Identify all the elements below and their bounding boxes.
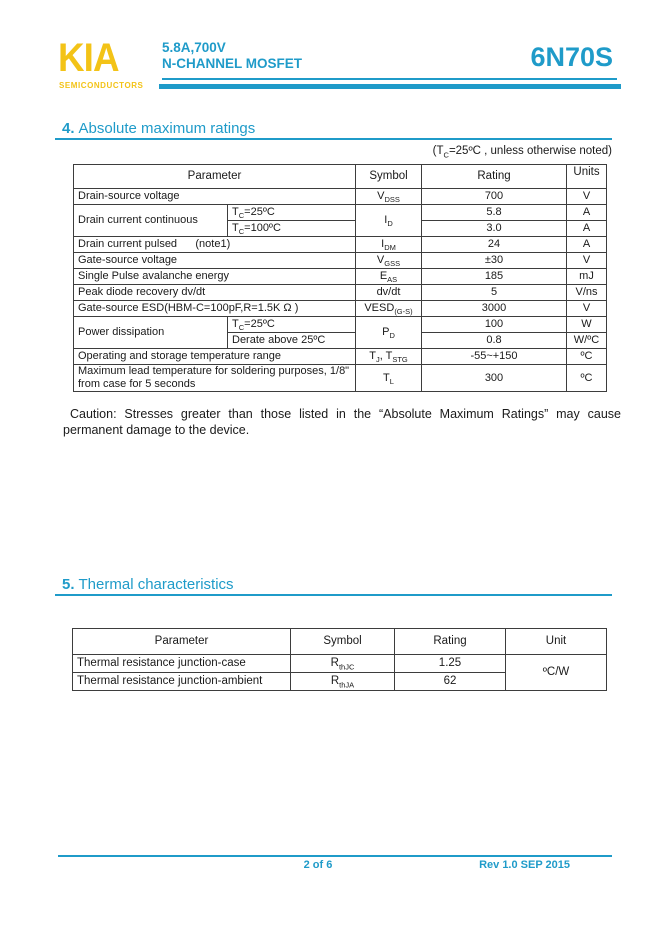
table-row bbox=[74, 317, 607, 333]
table-cell: W bbox=[567, 317, 607, 333]
table-header-cell: Symbol bbox=[291, 629, 395, 655]
section-4-rule bbox=[55, 138, 612, 140]
table-cell: $P_D$ bbox=[356, 317, 422, 349]
table-cell: 3.0 bbox=[422, 221, 567, 237]
table-cell: 100 bbox=[422, 317, 567, 333]
table-cell: $V_{DSS}$ bbox=[356, 189, 422, 205]
table-row bbox=[74, 253, 607, 269]
table-cell: $T_C=100ºC$ bbox=[228, 221, 356, 237]
table-cell: Gate-source ESD(HBM-C=100pF,R=1.5K Ω ) bbox=[74, 301, 356, 317]
table-cell: 62 bbox=[395, 673, 506, 691]
table-cell: A bbox=[567, 205, 607, 221]
table-header-cell: Symbol bbox=[356, 165, 422, 189]
table-cell: V bbox=[567, 253, 607, 269]
table-cell: 0.8 bbox=[422, 333, 567, 349]
table-cell: 5.8 bbox=[422, 205, 567, 221]
header-rule-thick bbox=[159, 84, 621, 89]
footer-rule bbox=[58, 855, 612, 857]
logo-subtitle: SEMICONDUCTORS bbox=[59, 81, 144, 90]
table-cell: Single Pulse avalanche energy bbox=[74, 269, 356, 285]
table-cell: $V_{GSS}$ bbox=[356, 253, 422, 269]
section-5-rule bbox=[55, 594, 612, 596]
table-row bbox=[74, 189, 607, 205]
table-cell: -55~+150 bbox=[422, 349, 567, 365]
table-header-row bbox=[74, 165, 607, 189]
table-cell: Gate-source voltage bbox=[74, 253, 356, 269]
table-cell: Thermal resistance junction-ambient bbox=[73, 673, 291, 691]
table-cell: V/ns bbox=[567, 285, 607, 301]
section-4-title: Absolute maximum ratings bbox=[78, 120, 256, 137]
table-cell: $T_C=25ºC$ bbox=[228, 317, 356, 333]
table-cell: W/ºC bbox=[567, 333, 607, 349]
table-cell: A bbox=[567, 221, 607, 237]
table-cell: $T_C=25ºC$ bbox=[228, 205, 356, 221]
thermal-characteristics-table bbox=[72, 628, 607, 691]
table-cell: ±30 bbox=[422, 253, 567, 269]
table-header-cell: Rating bbox=[395, 629, 506, 655]
table-cell: V bbox=[567, 189, 607, 205]
table-cell: 24 bbox=[422, 237, 567, 253]
header-rule-thin bbox=[162, 78, 617, 80]
table-cell: ºC bbox=[567, 349, 607, 365]
table-cell: Thermal resistance junction-case bbox=[73, 655, 291, 673]
table-cell: $I_D$ bbox=[356, 205, 422, 237]
table-row bbox=[74, 349, 607, 365]
section-4-number: 4. bbox=[62, 120, 75, 137]
table-cell: Maximum lead temperature for soldering purposes, 1/8" from case for 5 seconds bbox=[74, 365, 356, 392]
caution-text: Caution: Stresses greater than those listed in the “Absolute Maximum Ratings” may cause permanent damage to the device. bbox=[63, 407, 621, 437]
section-5-number: 5. bbox=[62, 576, 75, 593]
table-row bbox=[74, 285, 607, 301]
page-number: 2 of 6 bbox=[303, 859, 333, 871]
part-number: 6N70S bbox=[530, 42, 613, 72]
table-cell: mJ bbox=[567, 269, 607, 285]
table-cell: Drain current continuous bbox=[74, 205, 228, 237]
absolute-maximum-ratings-table bbox=[73, 164, 607, 392]
table-cell: 300 bbox=[422, 365, 567, 392]
kia-logo: KIA bbox=[58, 36, 119, 80]
table-cell: $T_J$, $T_{STG}$ bbox=[356, 349, 422, 365]
table-cell: 3000 bbox=[422, 301, 567, 317]
table-header-cell: Parameter bbox=[74, 165, 356, 189]
section-4-heading bbox=[62, 120, 255, 137]
table-row bbox=[74, 365, 607, 392]
table-header-cell: Unit bbox=[506, 629, 607, 655]
revision-label: Rev 1.0 SEP 2015 bbox=[479, 859, 570, 871]
subtitle-line2: N-CHANNEL MOSFET bbox=[162, 55, 302, 71]
table-header-cell: Units bbox=[567, 165, 607, 189]
table-row bbox=[74, 269, 607, 285]
table-row bbox=[74, 237, 607, 253]
table-cell: ºC/W bbox=[506, 655, 607, 691]
test-condition-note: ($T_C=25ºC$ , unless otherwise noted) bbox=[432, 145, 612, 160]
section-5-heading bbox=[62, 576, 234, 593]
table-cell: dv/dt bbox=[356, 285, 422, 301]
table-cell: Derate above 25ºC bbox=[228, 333, 356, 349]
table-cell: $E_{AS}$ bbox=[356, 269, 422, 285]
table-cell: 5 bbox=[422, 285, 567, 301]
table-cell: Drain current pulsed (note1) bbox=[74, 237, 356, 253]
table-cell: ºC bbox=[567, 365, 607, 392]
table-header-row bbox=[73, 629, 607, 655]
table-cell: 700 bbox=[422, 189, 567, 205]
table-cell: $R_{thJC}$ bbox=[291, 655, 395, 673]
table-row bbox=[73, 655, 607, 673]
table-header-cell: Parameter bbox=[73, 629, 291, 655]
table-row bbox=[74, 301, 607, 317]
table-cell: V bbox=[567, 301, 607, 317]
table-cell: 1.25 bbox=[395, 655, 506, 673]
table-cell: $T_L$ bbox=[356, 365, 422, 392]
product-subtitle bbox=[162, 40, 302, 71]
table-row bbox=[74, 205, 607, 221]
table-cell: 185 bbox=[422, 269, 567, 285]
table-cell: $VESD_{(G-S)}$ bbox=[356, 301, 422, 317]
table-cell: Power dissipation bbox=[74, 317, 228, 349]
table-cell: A bbox=[567, 237, 607, 253]
table-cell: $I_{DM}$ bbox=[356, 237, 422, 253]
table-cell: Peak diode recovery dv/dt bbox=[74, 285, 356, 301]
table-cell: $R_{thJA}$ bbox=[291, 673, 395, 691]
table-cell: Operating and storage temperature range bbox=[74, 349, 356, 365]
section-5-title: Thermal characteristics bbox=[78, 576, 234, 593]
subtitle-line1: 5.8A,700V bbox=[162, 40, 226, 55]
table-cell: Drain-source voltage bbox=[74, 189, 356, 205]
table-header-cell: Rating bbox=[422, 165, 567, 189]
